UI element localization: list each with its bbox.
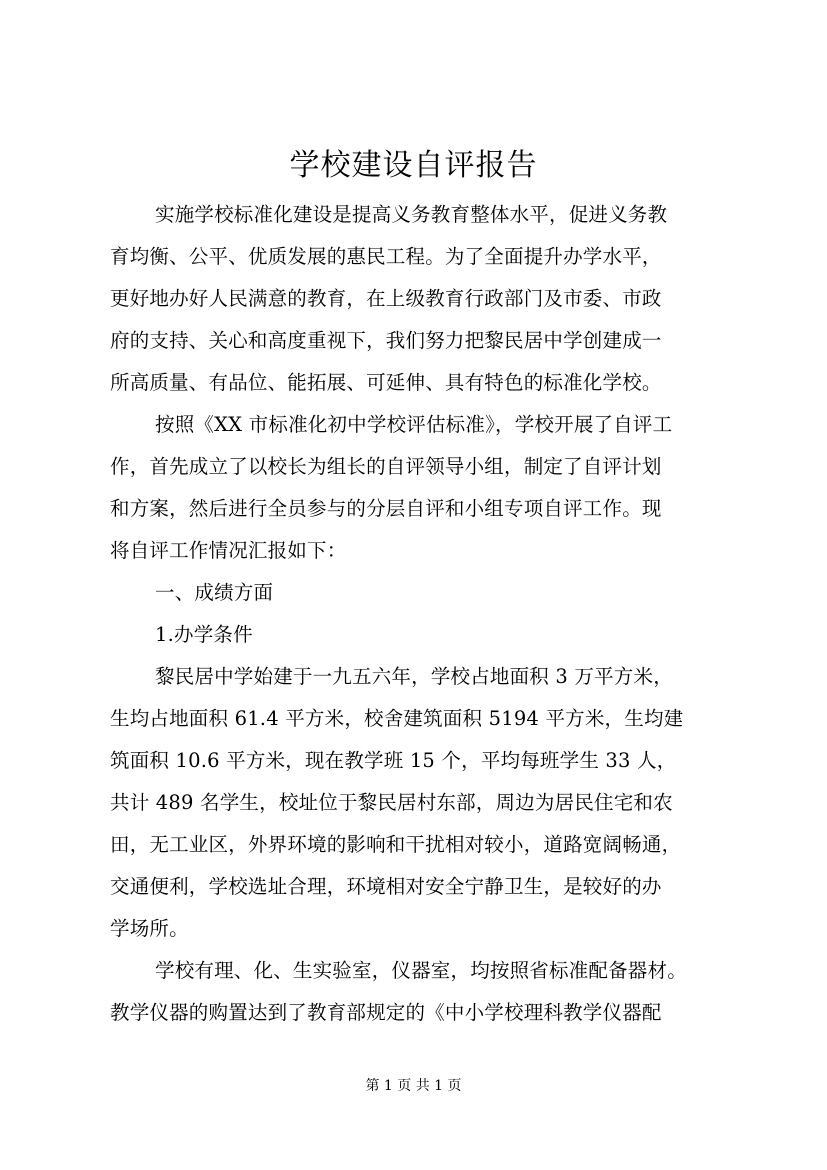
body-line-8: 和方案，然后进行全员参与的分层自评和小组专项自评工作。现 — [110, 497, 662, 520]
section-heading-achievements: 一、成绩方面 — [155, 581, 274, 604]
body-line-15: 共计 489 名学生，校址位于黎民居村东部，周边为居民住宅和农 — [110, 791, 673, 814]
body-line-13: 生均占地面积 61.4 平方米，校舍建筑面积 5194 平方米，生均建 — [110, 707, 684, 730]
body-line-14: 筑面积 10.6 平方米，现在教学班 15 个，平均每班学生 33 人， — [110, 749, 677, 772]
body-line-3: 更好地办好人民满意的教育，在上级教育行政部门及市委、市政 — [110, 287, 662, 310]
body-line-18: 学场所。 — [110, 917, 189, 940]
body-line-7: 作，首先成立了以校长为组长的自评领导小组，制定了自评计划 — [110, 455, 662, 478]
body-line-4: 府的支持、关心和高度重视下，我们努力把黎民居中学创建成一 — [110, 329, 662, 352]
body-line-6: 按照《XX 市标准化初中学校评估标准》，学校开展了自评工 — [155, 413, 673, 436]
body-line-9: 将自评工作情况汇报如下： — [110, 539, 347, 562]
page-footer: 第 1 页 共 1 页 — [365, 1078, 462, 1094]
body-line-17: 交通便利，学校选址合理，环境相对安全宁静卫生，是较好的办 — [110, 875, 662, 898]
body-line-20: 教学仪器的购置达到了教育部规定的《中小学校理科教学仪器配 — [110, 1001, 662, 1024]
body-line-19: 学校有理、化、生实验室，仪器室，均按照省标准配备器材。 — [155, 959, 687, 982]
body-line-5: 所高质量、有品位、能拓展、可延伸、具有特色的标准化学校。 — [110, 371, 662, 394]
body-line-1: 实施学校标准化建设是提高义务教育整体水平，促进义务教 — [155, 203, 668, 226]
subsection-heading-conditions: 1.办学条件 — [155, 623, 253, 646]
body-line-2: 育均衡、公平、优质发展的惠民工程。为了全面提升办学水平， — [110, 245, 662, 268]
document-title: 学校建设自评报告 — [289, 148, 538, 183]
body-line-16: 田，无工业区，外界环境的影响和干扰相对较小，道路宽阔畅通， — [110, 833, 682, 856]
body-line-12: 黎民居中学始建于一九五六年，学校占地面积 3 万平方米， — [155, 665, 673, 688]
